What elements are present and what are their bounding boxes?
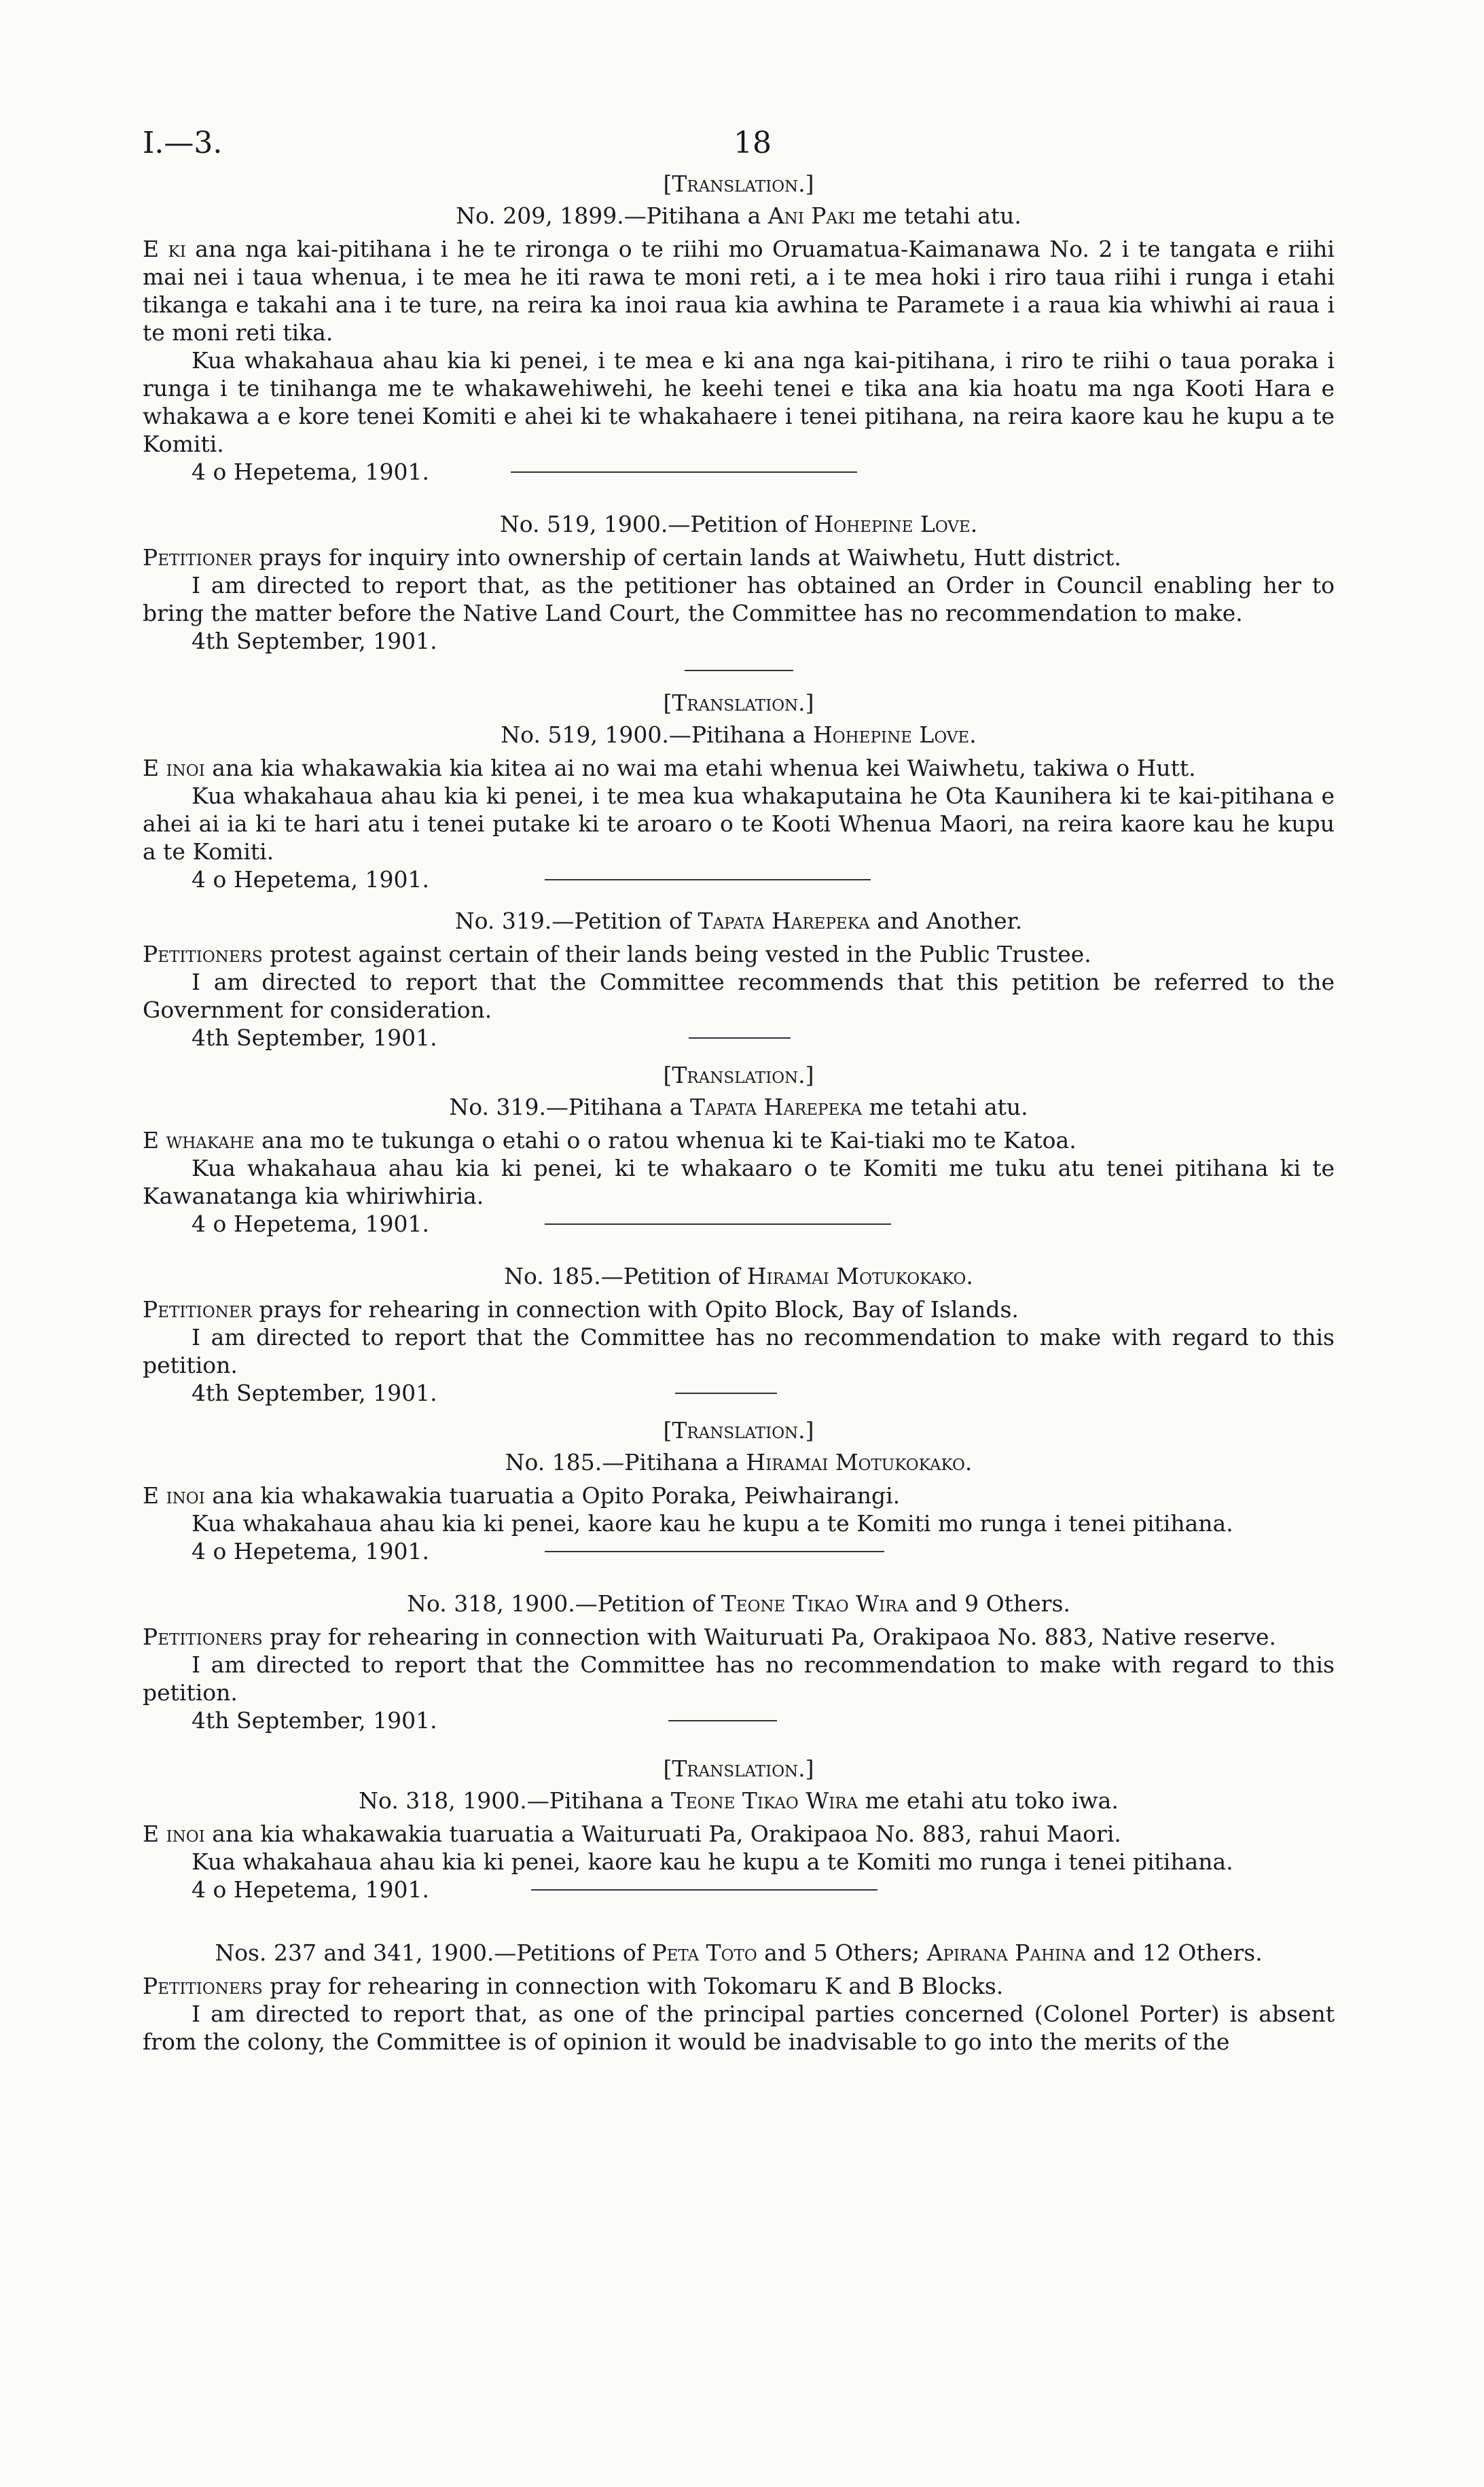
petition-paragraph: I am directed to report that, as one of the principal parties concerned (Colonel Porter) is absent from the colony, the Committee is of opinion it would be inadvisable to go into the merits of the	[143, 2001, 1335, 2055]
page-header	[143, 122, 1335, 170]
petition-date: 4 o Hepetema, 1901.	[192, 1876, 430, 1903]
petition-paragraph: E inoi ana kia whakawakia kia kitea ai no wai ma etahi whenua kei Waiwhetu, takiwa o Hutt.	[143, 755, 1196, 781]
petition-paragraph: E inoi ana kia whakawakia tuaruatia a Opito Poraka, Peiwhairangi.	[143, 1482, 901, 1509]
document-reference: I.—3.	[143, 126, 223, 160]
document-page	[143, 122, 1335, 2056]
section-divider	[689, 1037, 791, 1039]
petition-paragraph: Petitioner prays for inquiry into ownership of certain lands at Waiwhetu, Hutt district.	[143, 544, 1121, 571]
section-divider	[545, 879, 871, 880]
translation-label: [Translation.]	[663, 690, 814, 716]
petition-section	[143, 1755, 1335, 1903]
petition-paragraph: E inoi ana kia whakawakia tuaruatia a Waituruati Pa, Orakipaoa No. 883, rahui Maori.	[143, 1821, 1121, 1847]
petition-paragraph: Kua whakahaua ahau kia ki penei, ki te whakaaro o te Komiti me tuku atu tenei pitihana ki te Kawanatanga kia whiriwhiria.	[143, 1155, 1335, 1209]
section-divider	[675, 1393, 777, 1394]
petition-title: No. 519, 1900.—Petition of Hohepine Love.	[499, 511, 978, 537]
translation-label: [Translation.]	[663, 1755, 814, 1782]
petition-date: 4 o Hepetema, 1901.	[192, 1538, 430, 1564]
petition-paragraph: Petitioners pray for rehearing in connection with Waituruati Pa, Orakipaoa No. 883, Native reserve.	[143, 1624, 1277, 1650]
petition-section	[143, 510, 1335, 668]
petition-title: No. 318, 1900.—Petition of Teone Tikao Wira and 9 Others.	[407, 1590, 1070, 1617]
petition-title: No. 319.—Petition of Tapata Harepeka and Another.	[454, 908, 1023, 934]
petition-title: No. 209, 1899.—Pitihana a Ani Paki me tetahi atu.	[456, 202, 1021, 229]
petition-section	[143, 1590, 1335, 1734]
petition-paragraph: Petitioner prays for rehearing in connection with Opito Block, Bay of Islands.	[143, 1296, 1019, 1323]
petition-section	[143, 1416, 1335, 1565]
petition-paragraph: I am directed to report that the Committee has no recommendation to make with regard to this petition.	[143, 1651, 1335, 1706]
petition-paragraph: Kua whakahaua ahau kia ki penei, kaore kau he kupu a te Komiti mo runga i tenei pitihana.	[192, 1510, 1233, 1537]
petition-date: 4 o Hepetema, 1901.	[192, 866, 430, 893]
petition-date: 4th September, 1901.	[192, 1024, 437, 1051]
section-divider	[545, 1551, 884, 1552]
translation-label: [Translation.]	[663, 1417, 814, 1444]
petition-paragraph: I am directed to report that the Committee recommends that this petition be referred to the Government for consideration.	[143, 969, 1335, 1023]
page-number: 18	[734, 126, 772, 160]
section-divider	[545, 1223, 891, 1225]
section-divider	[531, 1889, 877, 1891]
petition-paragraph: I am directed to report that, as the petitioner has obtained an Order in Council enabling her to bring the matter before the Native Land Court, the Committee has no recommendation to make.	[143, 572, 1335, 626]
petition-date: 4 o Hepetema, 1901.	[192, 1211, 430, 1237]
petition-paragraph: Petitioners protest against certain of their lands being vested in the Public Trustee.	[143, 941, 1091, 967]
petition-title: No. 185.—Petition of Hiramai Motukokako.	[504, 1263, 973, 1289]
petition-section	[143, 689, 1335, 893]
petition-date: 4th September, 1901.	[192, 1380, 437, 1406]
petition-paragraph: E whakahe ana mo te tukunga o etahi o o ratou whenua ki te Kai-tiaki mo te Katoa.	[143, 1127, 1076, 1153]
section-divider	[685, 670, 793, 671]
petition-date: 4 o Hepetema, 1901.	[192, 459, 430, 485]
petition-title: No. 319.—Pitihana a Tapata Harepeka me tetahi atu.	[449, 1094, 1028, 1120]
petition-section	[143, 907, 1335, 1052]
petition-title: No. 519, 1900.—Pitihana a Hohepine Love.	[501, 721, 977, 748]
petition-section	[143, 1061, 1335, 1238]
section-divider	[511, 471, 857, 473]
petition-paragraph: Petitioners pray for rehearing in connection with Tokomaru K and B Blocks.	[143, 1973, 1004, 1999]
petition-title: No. 185.—Pitihana a Hiramai Motukokako.	[505, 1449, 973, 1475]
translation-label: [Translation.]	[663, 1062, 814, 1088]
petition-paragraph: E ki ana nga kai-pitihana i he te rironga o te riihi mo Oruamatua-Kaimanawa No. 2 i te tangata e riihi mai nei i taua whenua, i te mea he iti rawa te moni reti, a i te mea hoki i riro taua riihi i runga i etahi tikanga e takahi ana i te ture, na reira ka inoi raua kia awhina te Paramete i a raua kia whiwhi ai raua i te moni reti tika.	[143, 236, 1335, 346]
petition-paragraph: Kua whakahaua ahau kia ki penei, i te mea e ki ana nga kai-pitihana, i riro te riihi o taua poraka i runga i te tinihanga me te whakawehiwehi, he keehi tenei e tika ana kia hoatu ma nga Kooti Hara e whakawa a e kore tenei Komiti e ahei ki te whakahaere i tenei pitihana, na reira kaore kau he kupu a te Komiti.	[143, 347, 1335, 457]
petition-title: Nos. 237 and 341, 1900.—Petitions of Peta Toto and 5 Others; Apirana Pahina and 12 Others.	[215, 1939, 1263, 1966]
translation-label: [Translation.]	[663, 171, 814, 197]
petition-paragraph: Kua whakahaua ahau kia ki penei, kaore kau he kupu a te Komiti mo runga i tenei pitihana.	[192, 1848, 1233, 1875]
section-divider	[668, 1720, 777, 1721]
petition-section	[143, 1939, 1335, 2056]
petition-title: No. 318, 1900.—Pitihana a Teone Tikao Wira me etahi atu toko iwa.	[359, 1787, 1119, 1814]
petition-date: 4th September, 1901.	[192, 628, 437, 654]
petition-paragraph: I am directed to report that the Committee has no recommendation to make with regard to this petition.	[143, 1324, 1335, 1378]
petition-section	[143, 1262, 1335, 1407]
petition-section	[143, 170, 1335, 486]
petition-date: 4th September, 1901.	[192, 1707, 437, 1734]
petition-paragraph: Kua whakahaua ahau kia ki penei, i te mea kua whakaputaina he Ota Kaunihera ki te kai-pitihana e ahei ai ia ki te hari atu i tenei putake ki te aroaro o te Kooti Whenua Maori, na reira kaore kau he kupu a te Komiti.	[143, 783, 1335, 865]
